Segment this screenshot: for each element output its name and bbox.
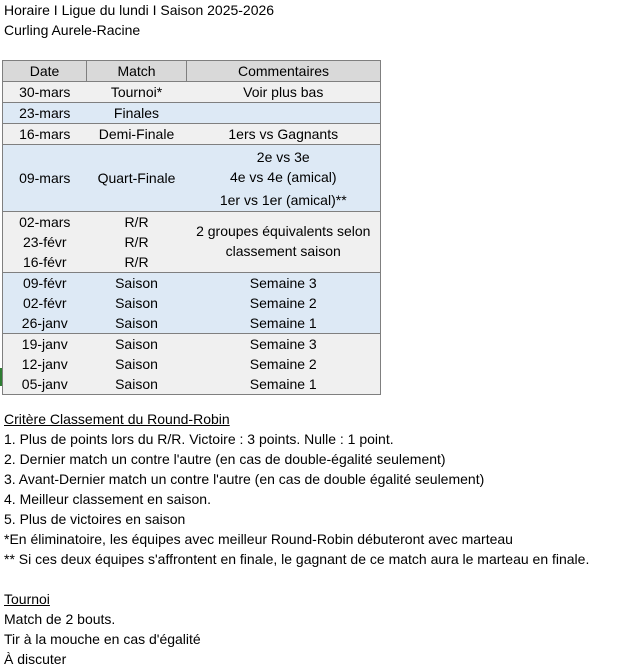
table-row	[3, 124, 381, 145]
criteria-item: 2. Dernier match un contre l'autre (en cas de double-égalité seulement)	[4, 451, 446, 467]
comment-line: 2e vs 3e	[256, 149, 310, 165]
table-row	[3, 334, 381, 355]
match-cell: Saison	[87, 374, 187, 395]
club-name: Curling Aurele-Racine	[4, 22, 141, 38]
match-line: R/R	[124, 254, 149, 270]
document-title: Horaire I Ligue du lundi I Saison 2025-2026	[4, 2, 275, 18]
header-comments: Commentaires	[187, 61, 381, 82]
date-line: 16-févr	[22, 254, 67, 270]
date-cell: 09-févr	[3, 273, 87, 294]
comment-line: classement saison	[225, 243, 341, 259]
table-row	[3, 103, 381, 124]
date-cell: 19-janv	[3, 334, 87, 355]
criteria-item: 3. Avant-Dernier match un contre l'autre (en cas de double égalité seulement)	[4, 471, 485, 487]
table-row	[3, 273, 381, 294]
comment-cell: Semaine 1	[187, 313, 381, 334]
table-row	[3, 82, 381, 103]
comment-cell: Semaine 3	[187, 334, 381, 355]
table-row	[3, 293, 381, 313]
notes-section	[4, 409, 628, 669]
match-cell: Saison	[87, 293, 187, 313]
comment-cell	[187, 145, 381, 212]
match-cell: Finales	[87, 103, 187, 124]
match-cell: Quart-Finale	[87, 145, 187, 212]
date-cell: 30-mars	[3, 82, 87, 103]
selection-marker	[0, 368, 2, 386]
header-date: Date	[3, 61, 87, 82]
table-header-row	[3, 61, 381, 82]
match-cell	[87, 212, 187, 273]
date-cell: 23-mars	[3, 103, 87, 124]
comment-cell	[187, 212, 381, 273]
date-cell: 02-févr	[3, 293, 87, 313]
tournament-line: Tir à la mouche en cas d'égalité	[4, 631, 201, 647]
match-cell: Demi-Finale	[87, 124, 187, 145]
date-cell	[3, 212, 87, 273]
criteria-item: 1. Plus de points lors du R/R. Victoire : 3 points. Nulle : 1 point.	[4, 431, 394, 447]
match-cell: Saison	[87, 354, 187, 374]
match-cell: Saison	[87, 334, 187, 355]
comment-line: 1er vs 1er (amical)**	[219, 192, 347, 208]
comment-line: 4e vs 4e (amical)	[229, 169, 337, 185]
date-line: 02-mars	[19, 214, 71, 230]
table-row	[3, 313, 381, 334]
table-row	[3, 145, 381, 212]
match-cell: Saison	[87, 313, 187, 334]
date-line: 23-févr	[22, 234, 67, 250]
criteria-title: Critère Classement du Round-Robin	[4, 411, 230, 427]
table-row	[3, 354, 381, 374]
schedule-table	[2, 60, 381, 395]
date-cell: 16-mars	[3, 124, 87, 145]
comment-cell: Semaine 3	[187, 273, 381, 294]
comment-cell: Semaine 2	[187, 293, 381, 313]
tournament-line: À discuter	[4, 651, 67, 667]
comment-cell: 1ers vs Gagnants	[187, 124, 381, 145]
table-row	[3, 374, 381, 395]
table-row	[3, 212, 381, 273]
match-line: R/R	[124, 234, 149, 250]
date-cell: 05-janv	[3, 374, 87, 395]
criteria-item: 4. Meilleur classement en saison.	[4, 491, 211, 507]
criteria-item: 5. Plus de victoires en saison	[4, 511, 186, 527]
comment-cell	[187, 103, 381, 124]
date-cell: 12-janv	[3, 354, 87, 374]
match-cell: Saison	[87, 273, 187, 294]
footnote: ** Si ces deux équipes s'affrontent en finale, le gagnant de ce match aura le marteau en finale.	[4, 551, 590, 567]
header-match: Match	[87, 61, 187, 82]
comment-cell: Semaine 1	[187, 374, 381, 395]
date-cell: 26-janv	[3, 313, 87, 334]
comment-cell: Semaine 2	[187, 354, 381, 374]
tournament-title: Tournoi	[4, 591, 50, 607]
footnote: *En éliminatoire, les équipes avec meilleur Round-Robin débuteront avec marteau	[4, 531, 513, 547]
comment-line: 2 groupes équivalents selon	[196, 223, 371, 239]
date-cell: 09-mars	[3, 145, 87, 212]
tournament-line: Match de 2 bouts.	[4, 611, 116, 627]
match-line: R/R	[124, 214, 149, 230]
match-cell: Tournoi*	[87, 82, 187, 103]
comment-cell: Voir plus bas	[187, 82, 381, 103]
